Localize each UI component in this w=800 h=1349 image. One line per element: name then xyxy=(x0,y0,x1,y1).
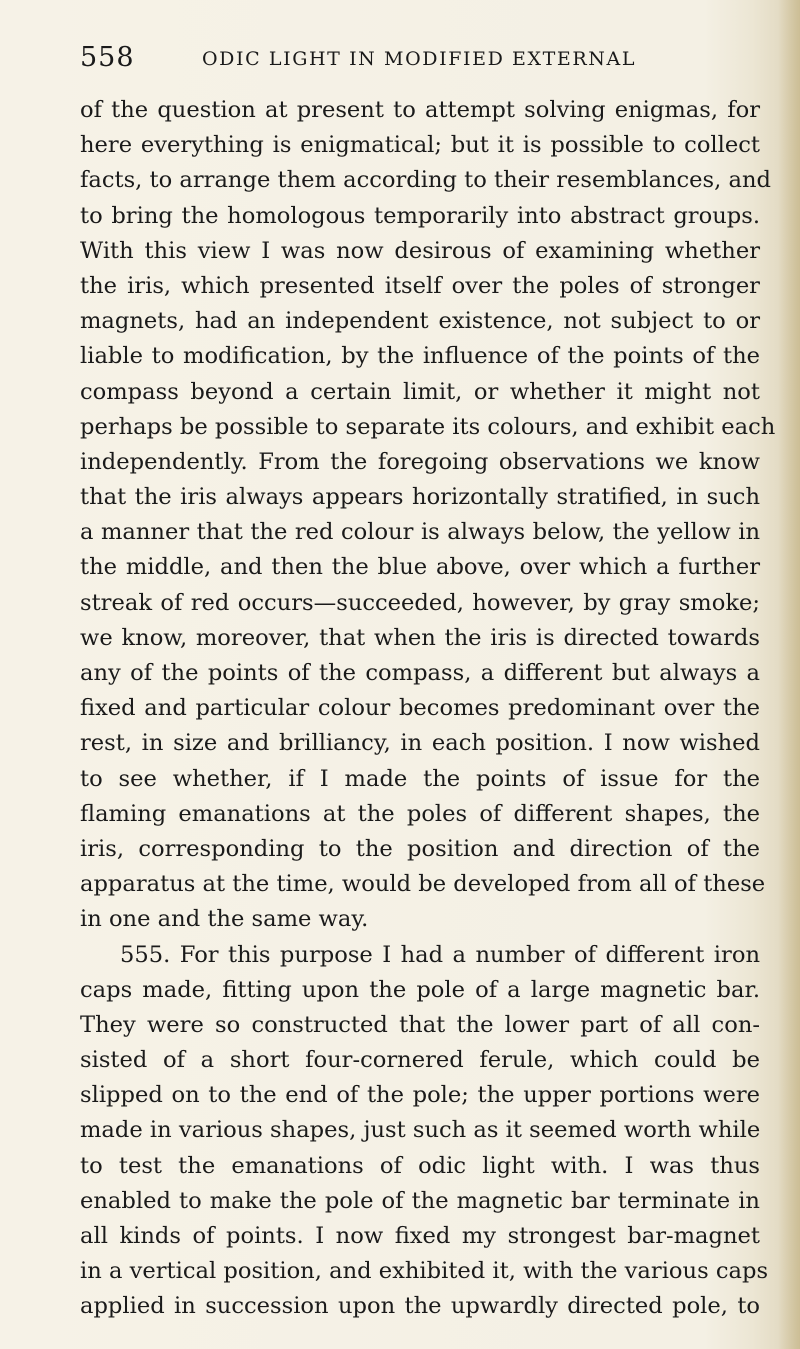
text-line: fixed and particular colour becomes predominant over the xyxy=(80,695,760,722)
text-line: rest, in size and brilliancy, in each position. I now wished xyxy=(80,730,760,757)
text-line: a manner that the red colour is always below, the yellow in xyxy=(80,519,760,546)
body-text xyxy=(80,93,776,1325)
text-line: to see whether, if I made the points of issue for the xyxy=(80,765,760,792)
text-line: of the question at present to attempt solving enigmas, for xyxy=(80,97,760,123)
text-line: facts, to arrange them according to their resemblances, and xyxy=(80,167,771,194)
text-line: the iris, which presented itself over the poles of stronger xyxy=(80,272,760,299)
text-line: streak of red occurs—succeeded, however, by gray smoke; xyxy=(80,589,760,616)
text-line: here everything is enigmatical; but it is possible to collect xyxy=(80,132,760,159)
text-line: independently. From the foregoing observations we know xyxy=(80,448,760,475)
text-line: applied in succession upon the upwardly directed pole, to xyxy=(80,1293,760,1320)
section-555-start-line: 555. For this purpose I had a number of different iron xyxy=(120,941,760,968)
text-line: to test the emanations of odic light with. I was thus xyxy=(80,1152,760,1179)
text-line: flaming emanations at the poles of different shapes, the xyxy=(80,800,760,827)
text-line: magnets, had an independent existence, not subject to or xyxy=(80,308,760,335)
text-line: the middle, and then the blue above, over which a further xyxy=(80,554,760,581)
text-line: liable to modification, by the influence of the points of the xyxy=(80,343,760,370)
page-number: 558 xyxy=(80,42,135,73)
text-line: caps made, fitting upon the pole of a large magnetic bar. xyxy=(80,976,760,1003)
text-line: to bring the homologous temporarily into abstract groups. xyxy=(80,202,760,229)
text-line: compass beyond a certain limit, or whether it might not xyxy=(80,378,760,405)
text-line: in a vertical position, and exhibited it, with the various caps xyxy=(80,1258,769,1285)
text-line: slipped on to the end of the pole; the upper portions were xyxy=(80,1082,760,1109)
text-line: we know, moreover, that when the iris is directed towards xyxy=(80,624,760,651)
text-line: They were so constructed that the lower part of all con- xyxy=(80,1011,760,1038)
text-line: any of the points of the compass, a different but always a xyxy=(80,660,760,686)
text-line: made in various shapes, just such as it seemed worth while xyxy=(80,1117,761,1144)
text-line: sisted of a short four-cornered ferule, which could be xyxy=(80,1047,760,1074)
page-header xyxy=(80,42,760,82)
text-line: perhaps be possible to separate its colours, and exhibit each xyxy=(80,413,776,440)
page-edge-shadow xyxy=(778,0,800,1349)
text-line: apparatus at the time, would be developed from all of these xyxy=(80,871,766,898)
text-line: that the iris always appears horizontally stratified, in such xyxy=(80,484,760,511)
text-line: all kinds of points. I now fixed my strongest bar-magnet xyxy=(80,1223,760,1249)
running-head: ODIC LIGHT IN MODIFIED EXTERNAL xyxy=(202,48,637,70)
text-line: iris, corresponding to the position and direction of the xyxy=(80,835,760,862)
text-line: enabled to make the pole of the magnetic bar terminate in xyxy=(80,1187,760,1214)
text-line: With this view I was now desirous of examining whether xyxy=(80,237,760,264)
paragraph-end-line: in one and the same way. xyxy=(80,906,369,933)
